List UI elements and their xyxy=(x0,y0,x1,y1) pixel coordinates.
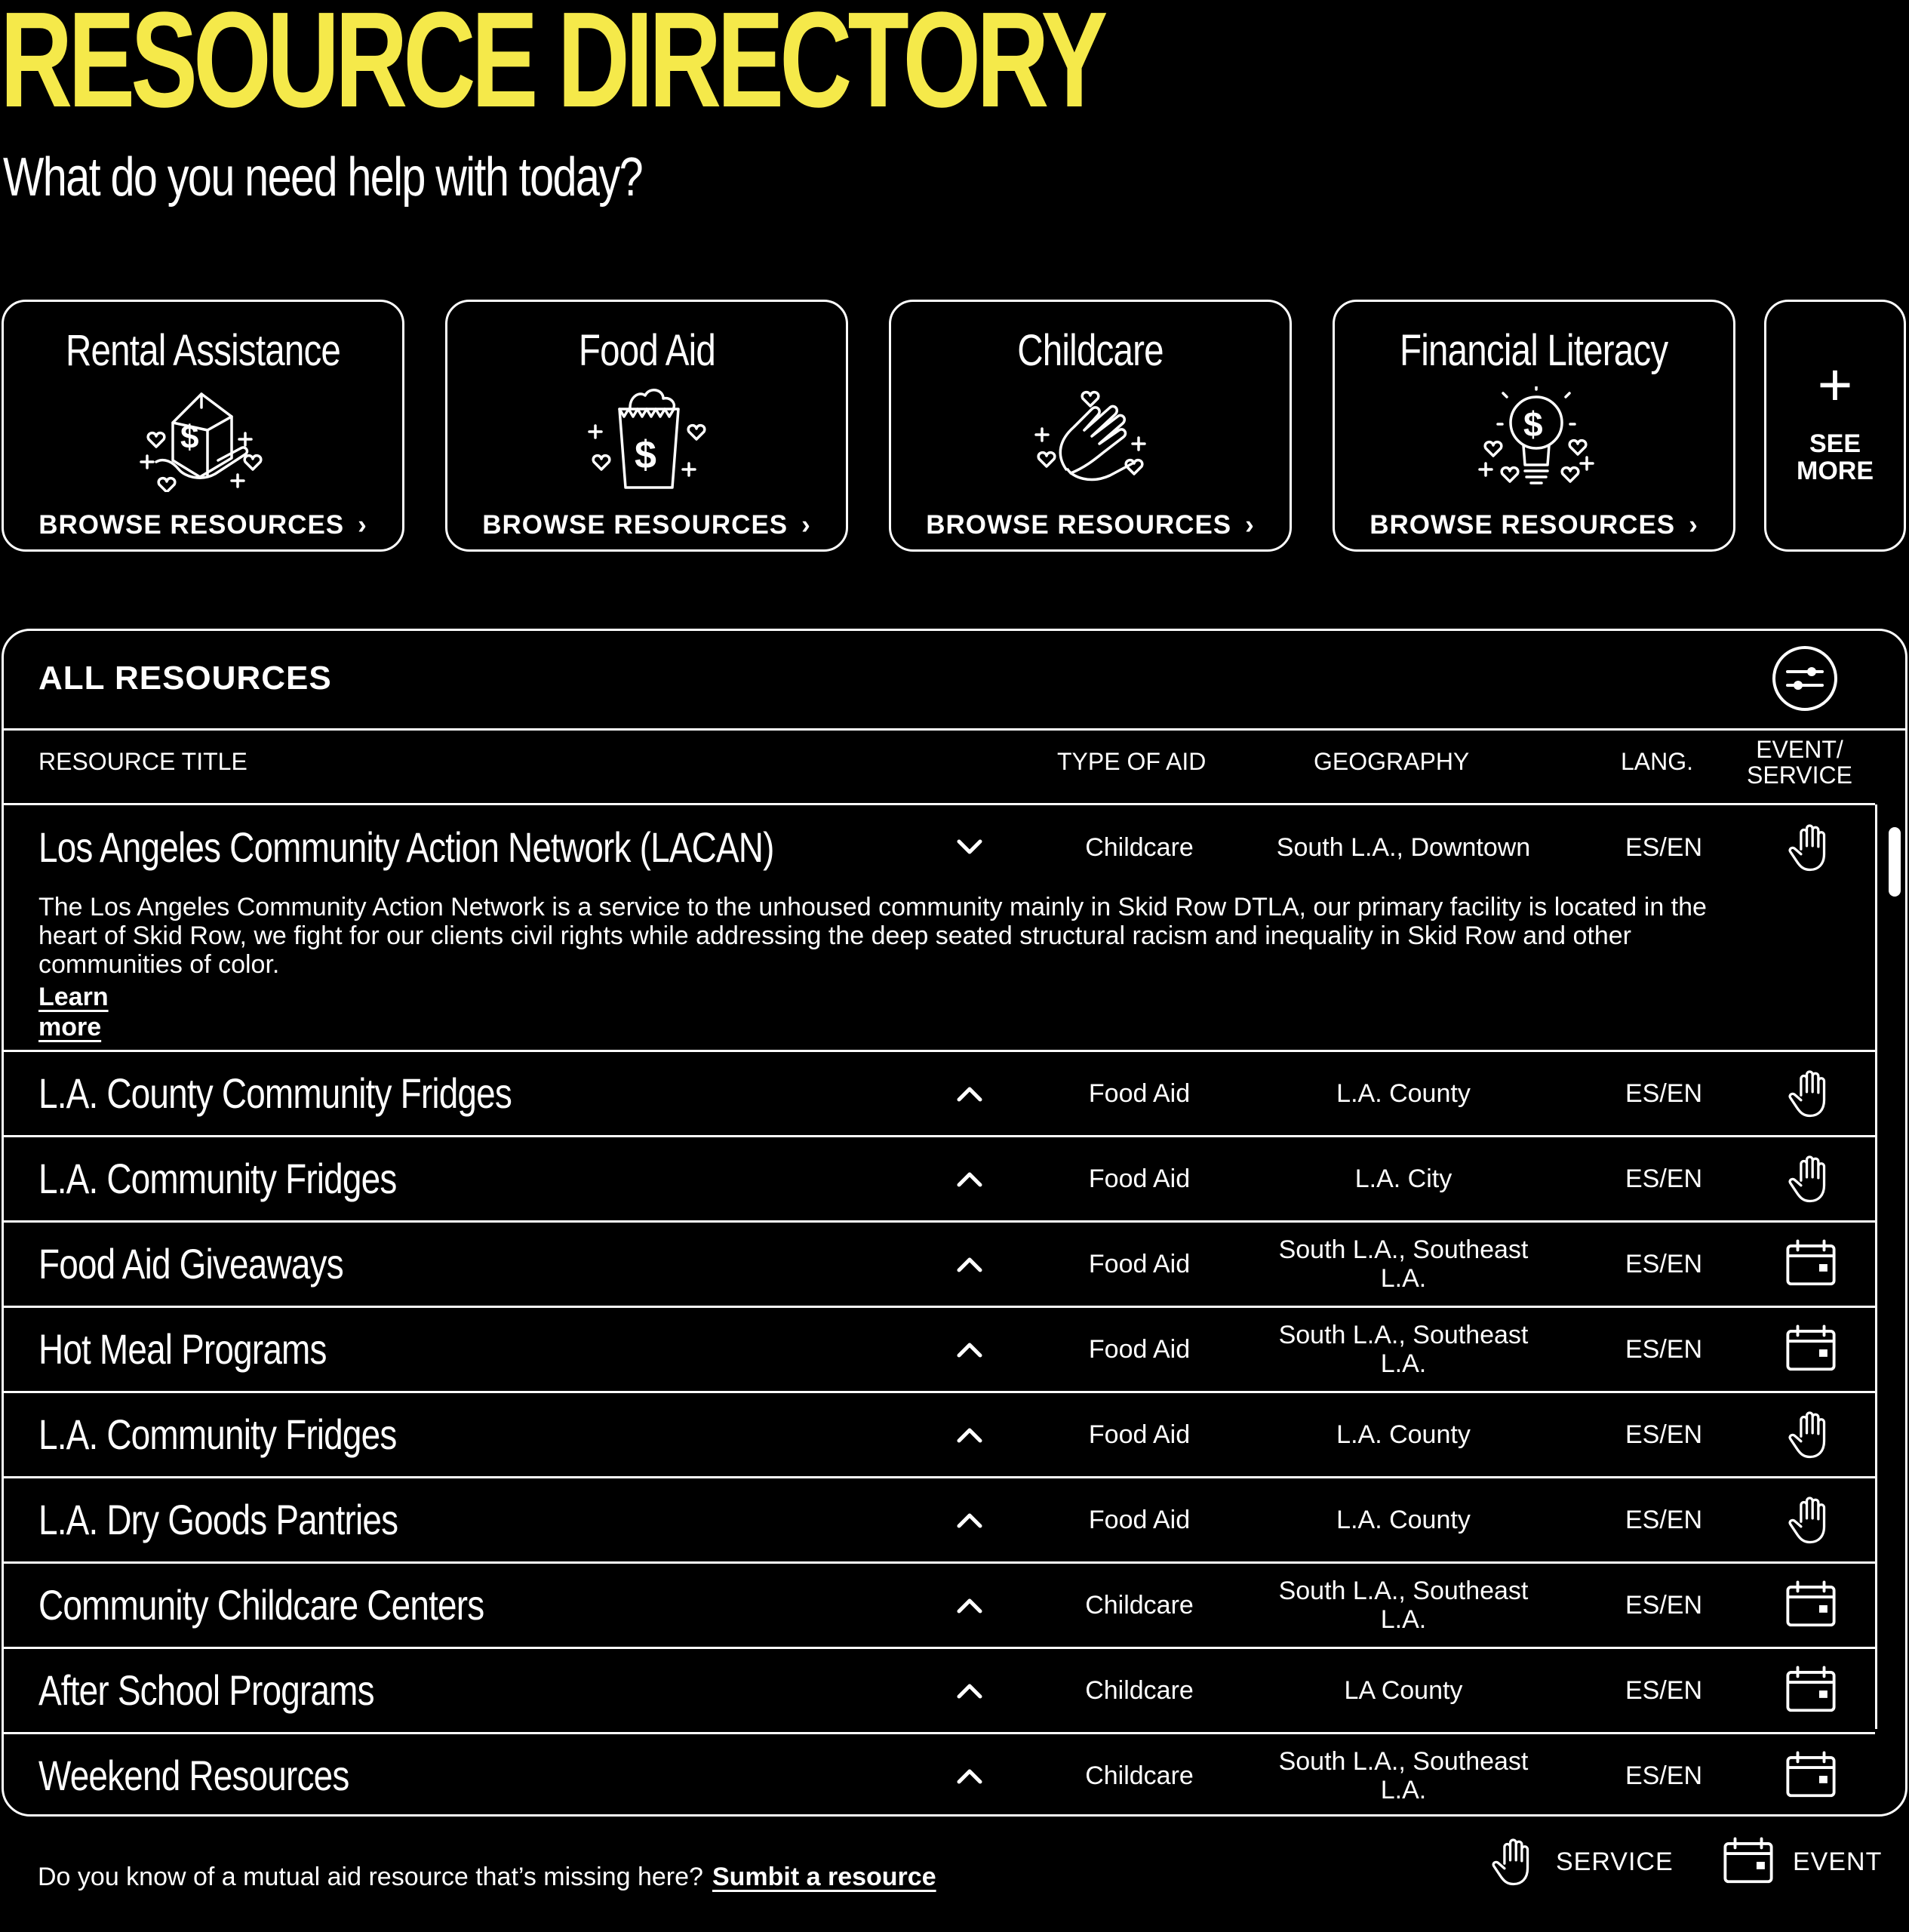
legend-event-label: EVENT xyxy=(1793,1847,1883,1876)
calendar-icon xyxy=(1784,1749,1837,1802)
page-title: RESOURCE DIRECTORY xyxy=(0,0,1104,136)
type-of-aid: Food Aid xyxy=(1088,1335,1191,1364)
category-card-title: Rental Assistance xyxy=(65,326,341,375)
category-card-title: Food Aid xyxy=(578,326,715,375)
divider xyxy=(4,803,1875,805)
resource-title[interactable]: Hot Meal Programs xyxy=(38,1325,327,1373)
language: ES/EN xyxy=(1625,1164,1703,1193)
resource-title[interactable]: L.A. Community Fridges xyxy=(38,1155,397,1202)
footer-text xyxy=(38,1861,936,1893)
svg-text:$: $ xyxy=(180,419,199,456)
chevron-up-icon[interactable] xyxy=(954,1255,985,1273)
language: ES/EN xyxy=(1625,1420,1703,1449)
browse-resources-link[interactable]: BROWSE RESOURCES › xyxy=(926,510,1255,540)
language: ES/EN xyxy=(1625,1335,1703,1364)
plus-icon: + xyxy=(1817,351,1853,418)
chevron-up-icon[interactable] xyxy=(954,1511,985,1529)
column-header-language: LANG. xyxy=(1621,748,1694,775)
chevron-right-icon: › xyxy=(358,510,367,540)
svg-text:$: $ xyxy=(635,433,656,477)
category-card-childcare[interactable] xyxy=(889,300,1292,552)
resource-title[interactable]: After School Programs xyxy=(38,1666,374,1714)
page-subtitle: What do you need help with today? xyxy=(3,147,643,208)
chevron-up-icon[interactable] xyxy=(954,1340,985,1358)
calendar-icon xyxy=(1722,1835,1775,1888)
resource-title[interactable]: Food Aid Giveaways xyxy=(38,1240,343,1287)
hand-icon xyxy=(1784,1152,1837,1205)
language: ES/EN xyxy=(1625,1079,1703,1108)
browse-resources-link[interactable]: BROWSE RESOURCES › xyxy=(482,510,811,540)
browse-resources-link[interactable]: BROWSE RESOURCES › xyxy=(1370,510,1698,540)
house-money-icon xyxy=(126,386,284,492)
resource-title[interactable]: Los Angeles Community Action Network (LACAN) xyxy=(38,823,774,871)
row-divider xyxy=(4,1220,1875,1223)
language: ES/EN xyxy=(1625,1676,1703,1705)
grocery-bag-money-icon xyxy=(570,386,728,492)
type-of-aid: Childcare xyxy=(1085,833,1194,862)
chevron-right-icon: › xyxy=(1245,510,1255,540)
chevron-up-icon[interactable] xyxy=(954,1426,985,1444)
row-divider xyxy=(4,1306,1875,1308)
column-header-aid: TYPE OF AID xyxy=(1057,748,1207,775)
geography: L.A. City xyxy=(1354,1164,1452,1193)
scroll-track xyxy=(1875,804,1877,1729)
column-header-geography: GEOGRAPHY xyxy=(1314,748,1470,775)
chevron-up-icon[interactable] xyxy=(954,1596,985,1614)
geography: South L.A., Downtown xyxy=(1276,833,1531,862)
row-divider xyxy=(4,1476,1875,1478)
learn-more-link[interactable]: Learn more xyxy=(38,983,109,1041)
geography: L.A. County xyxy=(1336,1420,1471,1449)
geography: South L.A., Southeast L.A. xyxy=(1278,1747,1529,1804)
resource-title[interactable]: L.A. Dry Goods Pantries xyxy=(38,1496,398,1543)
type-of-aid: Childcare xyxy=(1085,1761,1194,1790)
row-divider xyxy=(4,1391,1875,1393)
language: ES/EN xyxy=(1625,1761,1703,1790)
language: ES/EN xyxy=(1625,1250,1703,1278)
geography: L.A. County xyxy=(1336,1079,1471,1108)
see-more-button[interactable] xyxy=(1764,300,1906,552)
type-of-aid: Childcare xyxy=(1085,1676,1194,1705)
row-divider xyxy=(4,1561,1875,1564)
calendar-icon xyxy=(1784,1323,1837,1376)
language: ES/EN xyxy=(1625,1591,1703,1620)
hand-icon xyxy=(1488,1835,1541,1888)
row-divider xyxy=(4,1647,1875,1649)
row-divider xyxy=(4,1050,1875,1052)
footer-question: Do you know of a mutual aid resource that’s missing here? xyxy=(38,1863,703,1891)
hand-icon xyxy=(1784,1067,1837,1120)
calendar-icon xyxy=(1784,1664,1837,1717)
category-card-title: Childcare xyxy=(1017,326,1164,375)
resource-title[interactable]: L.A. County Community Fridges xyxy=(38,1069,512,1117)
hand-icon xyxy=(1784,1494,1837,1546)
hand-icon xyxy=(1784,821,1837,874)
sliders-icon xyxy=(1775,649,1834,708)
hand-icon xyxy=(1784,1408,1837,1461)
column-header-event-service: EVENT/ SERVICE xyxy=(1747,736,1852,789)
type-of-aid: Food Aid xyxy=(1088,1420,1191,1449)
filter-button[interactable] xyxy=(1772,646,1837,711)
legend-service-label: SERVICE xyxy=(1556,1847,1674,1876)
helping-hands-icon xyxy=(1013,386,1172,492)
row-divider xyxy=(4,1135,1875,1137)
svg-text:$: $ xyxy=(1523,405,1543,444)
calendar-icon xyxy=(1784,1238,1837,1291)
resource-title[interactable]: Weekend Resources xyxy=(38,1752,349,1799)
panel-title: ALL RESOURCES xyxy=(38,660,332,697)
category-card-title: Financial Literacy xyxy=(1400,326,1668,375)
type-of-aid: Food Aid xyxy=(1088,1164,1191,1193)
browse-resources-link[interactable]: BROWSE RESOURCES › xyxy=(38,510,367,540)
submit-resource-link[interactable]: Sumbit a resource xyxy=(712,1863,936,1891)
chevron-down-icon[interactable] xyxy=(954,838,985,857)
geography: L.A. County xyxy=(1336,1506,1471,1534)
chevron-right-icon: › xyxy=(1689,510,1698,540)
scrollbar-thumb[interactable] xyxy=(1889,827,1901,897)
see-more-label: SEE MORE xyxy=(1797,429,1874,485)
row-divider xyxy=(4,1732,1875,1734)
calendar-icon xyxy=(1784,1579,1837,1632)
chevron-up-icon[interactable] xyxy=(954,1170,985,1188)
geography: South L.A., Southeast L.A. xyxy=(1278,1235,1529,1293)
language: ES/EN xyxy=(1625,1506,1703,1534)
geography: South L.A., Southeast L.A. xyxy=(1278,1577,1529,1634)
type-of-aid: Food Aid xyxy=(1088,1506,1191,1534)
category-card-financial-literacy[interactable] xyxy=(1333,300,1735,552)
category-card-food-aid[interactable] xyxy=(445,300,848,552)
resource-title[interactable]: L.A. Community Fridges xyxy=(38,1411,397,1458)
type-of-aid: Food Aid xyxy=(1088,1079,1191,1108)
chevron-up-icon[interactable] xyxy=(954,1767,985,1785)
type-of-aid: Childcare xyxy=(1085,1591,1194,1620)
resource-description: The Los Angeles Community Action Network is a service to the unhoused community mainly in Skid Row DTLA, our primary facility is located in the heart of Skid Row, we fight for our clients civil rights while addressing the deep seated structural racism and inequality in Skid Row and other communities of color. xyxy=(38,893,1707,979)
lightbulb-money-icon xyxy=(1457,386,1615,492)
geography: LA County xyxy=(1344,1676,1463,1705)
column-header-title: RESOURCE TITLE xyxy=(38,748,247,775)
language: ES/EN xyxy=(1625,833,1703,862)
chevron-right-icon: › xyxy=(801,510,811,540)
type-of-aid: Food Aid xyxy=(1088,1250,1191,1278)
divider xyxy=(4,728,1907,731)
chevron-up-icon[interactable] xyxy=(954,1681,985,1700)
geography: South L.A., Southeast L.A. xyxy=(1278,1321,1529,1378)
resource-title[interactable]: Community Childcare Centers xyxy=(38,1581,484,1629)
category-card-rental-assistance[interactable] xyxy=(2,300,404,552)
all-resources-panel xyxy=(2,629,1907,1817)
chevron-up-icon[interactable] xyxy=(954,1084,985,1103)
